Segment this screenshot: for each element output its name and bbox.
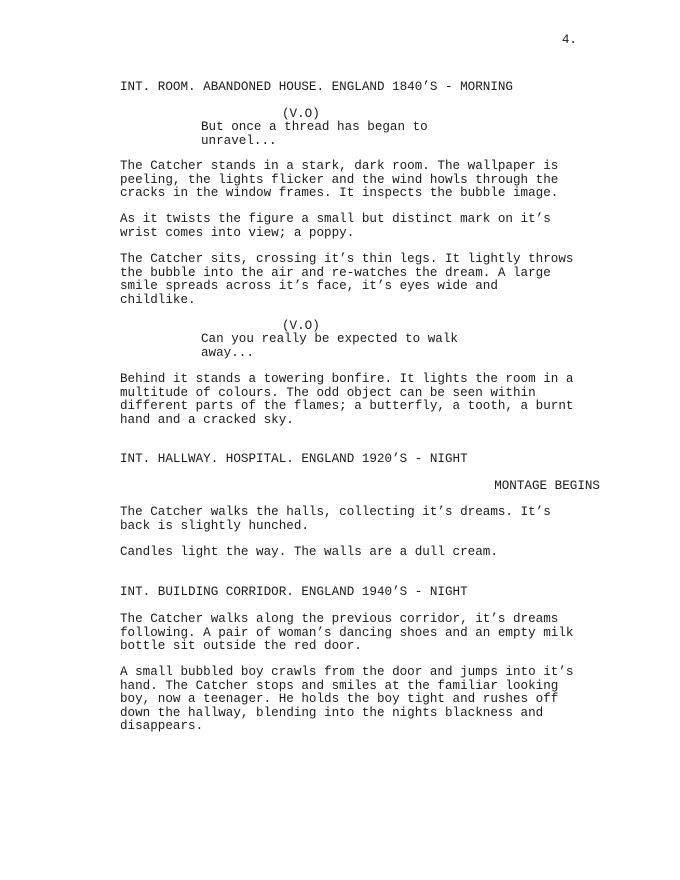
parenthetical-vo-2: (V.O) [282, 319, 320, 333]
action-line: the bubble into the air and re-watches the dream. A large [120, 265, 551, 280]
action-line: The Catcher sits, crossing it’s thin legs. It lightly throws [120, 252, 574, 266]
dialogue-line: unravel... [201, 133, 277, 148]
dialogue-2 [201, 333, 458, 360]
action-line: Candles light the way. The walls are a dull cream. [120, 545, 498, 559]
dialogue-line: Can you really be expected to walk [201, 332, 458, 346]
page-number: 4. [561, 33, 577, 47]
action-line: bottle sit outside the red door. [120, 639, 362, 653]
action-line: back is slightly hunched. [120, 518, 309, 533]
action-paragraph [120, 506, 551, 533]
action-line: following. A pair of woman’s dancing shoes and an empty milk [120, 625, 574, 640]
action-paragraph [120, 253, 573, 307]
action-paragraph [120, 546, 498, 560]
action-line: A small bubbled boy crawls from the door and jumps into it’s [120, 665, 574, 679]
action-line: different parts of the flames; a butterfly, a tooth, a burnt [120, 399, 574, 413]
parenthetical-vo-1: (V.O) [282, 107, 320, 121]
action-line: cracks in the window frames. It inspects the bubble image. [120, 186, 559, 200]
dialogue-line: But once a thread has began to [201, 120, 428, 134]
action-line: The Catcher walks the halls, collecting it’s dreams. It’s [120, 505, 551, 519]
action-line: multitude of colours. The odd object can be seen within [120, 385, 536, 400]
action-line: peeling, the lights flicker and the wind howls through the [120, 172, 559, 187]
action-line: hand and a cracked sky. [120, 412, 294, 427]
action-line: disappears. [120, 719, 204, 733]
dialogue-line: away... [201, 345, 254, 360]
action-line: childlike. [120, 292, 196, 307]
scene-heading-2: INT. HALLWAY. HOSPITAL. ENGLAND 1920’S - NIGHT [120, 452, 468, 466]
action-line: down the hallway, blending into the nights blackness and [120, 705, 544, 720]
scene-heading-1: INT. ROOM. ABANDONED HOUSE. ENGLAND 1840’S - MORNING [120, 80, 513, 94]
dialogue-1 [201, 121, 428, 148]
action-line: Behind it stands a towering bonfire. It lights the room in a [120, 372, 574, 386]
action-paragraph [120, 666, 573, 734]
action-line: smile spreads across it’s face, it’s eyes wide and [120, 279, 498, 293]
action-line: wrist comes into view; a poppy. [120, 225, 355, 240]
action-line: boy, now a teenager. He holds the boy tight and rushes off [120, 692, 559, 706]
action-paragraph [120, 373, 573, 427]
action-line: hand. The Catcher stops and smiles at the familiar looking [120, 678, 559, 693]
action-line: The Catcher walks along the previous corridor, it’s dreams [120, 612, 559, 626]
action-line: As it twists the figure a small but distinct mark on it’s [120, 212, 551, 226]
scene-heading-3: INT. BUILDING CORRIDOR. ENGLAND 1940’S - NIGHT [120, 585, 468, 599]
action-line: The Catcher stands in a stark, dark room. The wallpaper is [120, 159, 559, 173]
action-paragraph [120, 213, 551, 240]
transition-montage: MONTAGE BEGINS [494, 479, 600, 493]
action-paragraph [120, 160, 558, 201]
action-paragraph [120, 613, 573, 654]
